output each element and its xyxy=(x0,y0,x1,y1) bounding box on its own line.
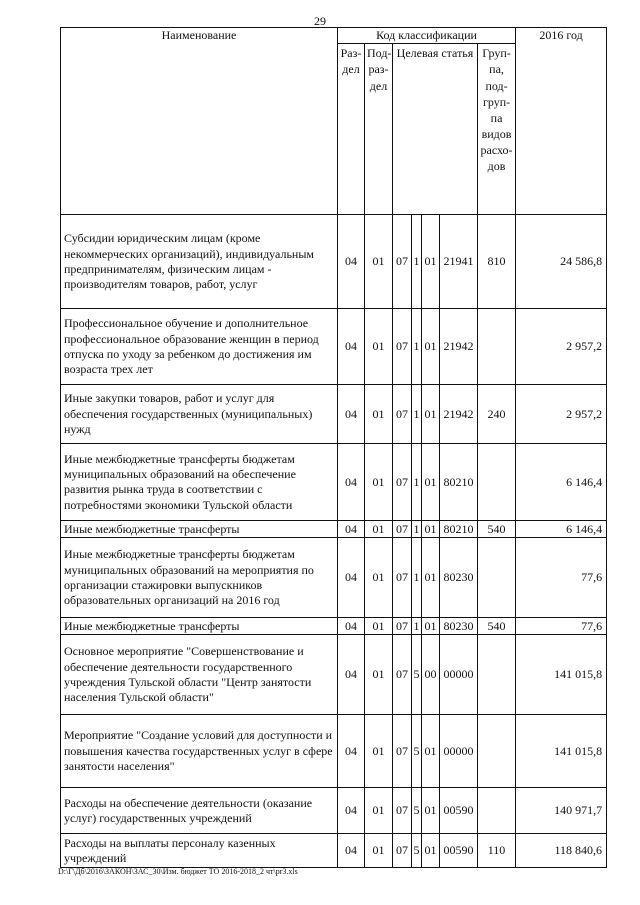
row-target-event: 01 xyxy=(422,834,440,868)
row-amount: 2 957,2 xyxy=(516,309,607,385)
row-expense-group: 540 xyxy=(478,521,516,538)
row-target-event: 01 xyxy=(422,538,440,618)
row-section: 04 xyxy=(338,538,365,618)
row-target-direction: 21942 xyxy=(440,385,478,444)
row-target-program: 07 xyxy=(393,215,412,309)
header-section: Раз- дел xyxy=(338,44,365,215)
row-amount: 77,6 xyxy=(516,618,607,635)
row-target-direction: 80210 xyxy=(440,444,478,521)
row-target-event: 01 xyxy=(422,215,440,309)
row-section: 04 xyxy=(338,215,365,309)
row-expense-group xyxy=(478,788,516,834)
row-expense-group xyxy=(478,444,516,521)
row-name: Расходы на обеспечение деятельности (оказание услуг) государственных учреждений xyxy=(61,788,338,834)
row-amount: 141 015,8 xyxy=(516,635,607,715)
row-name: Мероприятие "Создание условий для доступности и повышения качества государственных услуг в сфере занятости населения" xyxy=(61,715,338,788)
row-amount: 77,6 xyxy=(516,538,607,618)
row-target-event: 01 xyxy=(422,521,440,538)
row-target-subprogram: 5 xyxy=(412,715,422,788)
row-expense-group xyxy=(478,309,516,385)
row-target-direction: 00000 xyxy=(440,715,478,788)
row-amount: 6 146,4 xyxy=(516,521,607,538)
row-target-program: 07 xyxy=(393,309,412,385)
row-section: 04 xyxy=(338,618,365,635)
row-name: Иные межбюджетные трансферты xyxy=(61,618,338,635)
row-section: 04 xyxy=(338,715,365,788)
row-subsection: 01 xyxy=(365,834,393,868)
header-name: Наименование xyxy=(61,28,338,215)
row-target-subprogram: 1 xyxy=(412,521,422,538)
table-row xyxy=(61,635,607,715)
row-target-event: 01 xyxy=(422,715,440,788)
row-target-direction: 80230 xyxy=(440,618,478,635)
row-expense-group: 110 xyxy=(478,834,516,868)
row-target-direction: 00590 xyxy=(440,788,478,834)
table-row xyxy=(61,715,607,788)
row-target-program: 07 xyxy=(393,635,412,715)
row-target-program: 07 xyxy=(393,385,412,444)
row-target-subprogram: 1 xyxy=(412,444,422,521)
row-amount: 2 957,2 xyxy=(516,385,607,444)
table-row xyxy=(61,618,607,635)
row-amount: 6 146,4 xyxy=(516,444,607,521)
row-target-event: 01 xyxy=(422,618,440,635)
row-target-direction: 00590 xyxy=(440,834,478,868)
row-target-program: 07 xyxy=(393,538,412,618)
header-classification-code: Код классификации xyxy=(338,28,516,44)
table-row xyxy=(61,309,607,385)
row-section: 04 xyxy=(338,385,365,444)
header-subsection: Под- раз- дел xyxy=(365,44,393,215)
row-section: 04 xyxy=(338,444,365,521)
row-subsection: 01 xyxy=(365,385,393,444)
row-target-event: 01 xyxy=(422,309,440,385)
row-subsection: 01 xyxy=(365,521,393,538)
row-name: Иные межбюджетные трансферты бюджетам муниципальных образований на обеспечение развития рынка труда в соответствии с потребностями экономики Тульской области xyxy=(61,444,338,521)
row-name: Расходы на выплаты персоналу казенных учреждений xyxy=(61,834,338,868)
row-target-subprogram: 5 xyxy=(412,834,422,868)
table-row xyxy=(61,834,607,868)
row-amount: 24 586,8 xyxy=(516,215,607,309)
row-target-subprogram: 1 xyxy=(412,215,422,309)
table-row xyxy=(61,444,607,521)
row-target-program: 07 xyxy=(393,834,412,868)
row-name: Профессиональное обучение и дополнительное профессиональное образование женщин в период отпуска по уходу за ребенком до достижения им возраста трех лет xyxy=(61,309,338,385)
row-subsection: 01 xyxy=(365,788,393,834)
row-name: Иные межбюджетные трансферты бюджетам муниципальных образований на мероприятия по организации стажировки выпускников образовательных организаций на 2016 год xyxy=(61,538,338,618)
table-row xyxy=(61,538,607,618)
row-target-direction: 21942 xyxy=(440,309,478,385)
row-target-direction: 21941 xyxy=(440,215,478,309)
row-expense-group: 810 xyxy=(478,215,516,309)
row-target-program: 07 xyxy=(393,444,412,521)
row-expense-group: 240 xyxy=(478,385,516,444)
row-target-program: 07 xyxy=(393,715,412,788)
row-section: 04 xyxy=(338,521,365,538)
row-target-direction: 80230 xyxy=(440,538,478,618)
row-expense-group xyxy=(478,715,516,788)
row-target-direction: 00000 xyxy=(440,635,478,715)
row-target-subprogram: 1 xyxy=(412,385,422,444)
row-subsection: 01 xyxy=(365,444,393,521)
row-expense-group: 540 xyxy=(478,618,516,635)
page-number: 29 xyxy=(314,14,326,28)
row-name: Основное мероприятие "Совершенствование и обеспечение деятельности государственного учреждения Тульской области "Центр занятости населения Тульской области" xyxy=(61,635,338,715)
row-subsection: 01 xyxy=(365,715,393,788)
row-expense-group xyxy=(478,635,516,715)
row-subsection: 01 xyxy=(365,309,393,385)
row-name: Иные закупки товаров, работ и услуг для обеспечения государственных (муниципальных) нужд xyxy=(61,385,338,444)
header-year: 2016 год xyxy=(516,28,607,215)
row-target-event: 00 xyxy=(422,635,440,715)
row-section: 04 xyxy=(338,834,365,868)
row-section: 04 xyxy=(338,788,365,834)
row-target-event: 01 xyxy=(422,444,440,521)
row-target-subprogram: 1 xyxy=(412,309,422,385)
row-expense-group xyxy=(478,538,516,618)
row-target-program: 07 xyxy=(393,618,412,635)
table-row xyxy=(61,521,607,538)
row-target-subprogram: 1 xyxy=(412,618,422,635)
table-row xyxy=(61,215,607,309)
row-section: 04 xyxy=(338,635,365,715)
row-amount: 118 840,6 xyxy=(516,834,607,868)
row-amount: 140 971,7 xyxy=(516,788,607,834)
row-target-subprogram: 5 xyxy=(412,635,422,715)
row-target-direction: 80210 xyxy=(440,521,478,538)
row-subsection: 01 xyxy=(365,635,393,715)
row-amount: 141 015,8 xyxy=(516,715,607,788)
row-target-subprogram: 5 xyxy=(412,788,422,834)
table-row xyxy=(61,385,607,444)
header-target-item: Целевая статья xyxy=(393,44,478,215)
row-target-program: 07 xyxy=(393,521,412,538)
row-target-subprogram: 1 xyxy=(412,538,422,618)
row-target-event: 01 xyxy=(422,385,440,444)
header-expense-group: Груп- па, под- груп- па видов расхо- дов xyxy=(478,44,516,215)
table-row xyxy=(61,788,607,834)
row-name: Субсидии юридическим лицам (кроме некоммерческих организаций), индивидуальным предпринимателям, физическим лицам - производителям товаров, работ, услуг xyxy=(61,215,338,309)
row-section: 04 xyxy=(338,309,365,385)
row-target-program: 07 xyxy=(393,788,412,834)
row-name: Иные межбюджетные трансферты xyxy=(61,521,338,538)
row-subsection: 01 xyxy=(365,618,393,635)
row-target-event: 01 xyxy=(422,788,440,834)
budget-table xyxy=(60,27,607,868)
row-subsection: 01 xyxy=(365,215,393,309)
footer-file-path: D:\Г\Дб\2016\ЗАКОН\ЗАС_30\Изм. бюджет ТО 2016-2018_2 чт\pr3.xls xyxy=(58,867,298,876)
table-body xyxy=(61,215,607,868)
row-subsection: 01 xyxy=(365,538,393,618)
